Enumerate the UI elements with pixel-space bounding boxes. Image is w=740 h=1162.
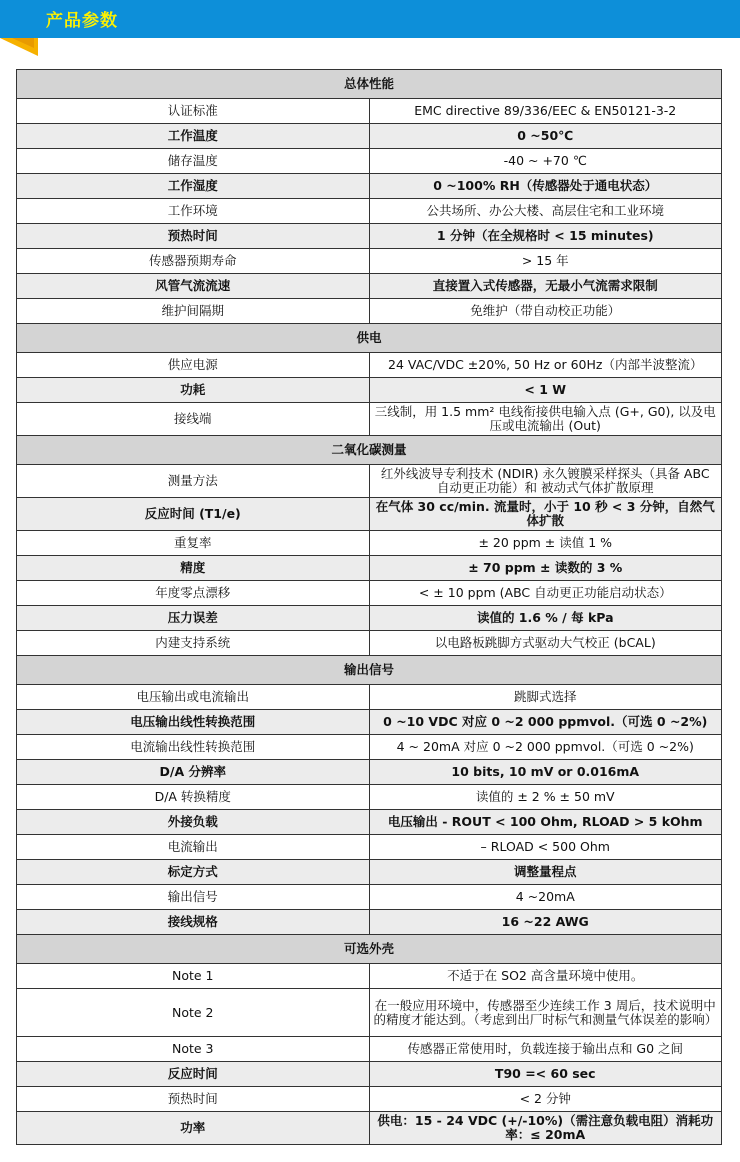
- table-row: [17, 1087, 722, 1112]
- table-row: [17, 124, 722, 149]
- table-row: [17, 760, 722, 785]
- table-row: [17, 785, 722, 810]
- spec-label: 接线规格: [17, 910, 370, 935]
- table-row: [17, 249, 722, 274]
- section-header: [17, 935, 722, 964]
- spec-value: 公共场所、办公大楼、高层住宅和工业环境: [369, 199, 722, 224]
- spec-label: 电压输出线性转换范围: [17, 710, 370, 735]
- table-row: [17, 465, 722, 498]
- spec-value: EMC directive 89/336/EEC & EN50121-3-2: [369, 99, 722, 124]
- spec-value: 免维护（带自动校正功能）: [369, 299, 722, 324]
- table-row: [17, 99, 722, 124]
- spec-value: 直接置入式传感器，无最小气流需求限制: [369, 274, 722, 299]
- spec-value: 以电路板跳脚方式驱动大气校正 (bCAL): [369, 631, 722, 656]
- table-row: [17, 199, 722, 224]
- spec-value: -40 ~ +70 ℃: [369, 149, 722, 174]
- spec-label: 反应时间: [17, 1062, 370, 1087]
- table-row: [17, 835, 722, 860]
- spec-label: 内建支持系统: [17, 631, 370, 656]
- section-header: [17, 436, 722, 465]
- section-header: [17, 70, 722, 99]
- spec-label: 压力误差: [17, 606, 370, 631]
- spec-label: 标定方式: [17, 860, 370, 885]
- table-row: [17, 1037, 722, 1062]
- spec-label: D/A 转换精度: [17, 785, 370, 810]
- spec-value: 红外线波导专利技术 (NDIR) 永久镀膜采样探头（具备 ABC 自动更正功能）和 被动式气体扩散原理: [369, 465, 722, 498]
- spec-value: 读值的 ± 2 % ± 50 mV: [369, 785, 722, 810]
- spec-value: 跳脚式选择: [369, 685, 722, 710]
- spec-value: 不适于在 SO2 高含量环境中使用。: [369, 964, 722, 989]
- spec-table: [16, 69, 722, 1145]
- table-row: [17, 403, 722, 436]
- section-title: 二氧化碳测量: [17, 436, 722, 465]
- spec-label: 维护间隔期: [17, 299, 370, 324]
- spec-value: 电压输出 - ROUT < 100 Ohm, RLOAD > 5 kOhm: [369, 810, 722, 835]
- table-row: [17, 224, 722, 249]
- spec-label: 功率: [17, 1112, 370, 1145]
- spec-value: 1 分钟（在全规格时 < 15 minutes): [369, 224, 722, 249]
- spec-value: 在一般应用环境中，传感器至少连续工作 3 周后，技术说明中的精度才能达到。（考虑到出厂时标气和测量气体误差的影响）: [369, 989, 722, 1037]
- spec-label: Note 3: [17, 1037, 370, 1062]
- spec-label: 输出信号: [17, 885, 370, 910]
- spec-label: 电压输出或电流输出: [17, 685, 370, 710]
- spec-label: 工作湿度: [17, 174, 370, 199]
- table-row: [17, 1062, 722, 1087]
- section-title: 总体性能: [17, 70, 722, 99]
- spec-value: 调整量程点: [369, 860, 722, 885]
- spec-label: 电流输出线性转换范围: [17, 735, 370, 760]
- table-row: [17, 964, 722, 989]
- spec-value: 供电：15 - 24 VDC (+/-10%)（需注意负载电阻）消耗功率：≤ 20mA: [369, 1112, 722, 1145]
- spec-value: T90 =< 60 sec: [369, 1062, 722, 1087]
- page-title: 产品参数: [46, 11, 118, 31]
- section-title: 输出信号: [17, 656, 722, 685]
- spec-label: 接线端: [17, 403, 370, 436]
- header-banner: [0, 0, 740, 38]
- spec-value: 0 ~50℃: [369, 124, 722, 149]
- spec-label: 反应时间 (T1/e): [17, 498, 370, 531]
- table-row: [17, 885, 722, 910]
- spec-value: < 2 分钟: [369, 1087, 722, 1112]
- section-title: 供电: [17, 324, 722, 353]
- spec-value: < ± 10 ppm (ABC 自动更正功能启动状态）: [369, 581, 722, 606]
- table-row: [17, 174, 722, 199]
- section-header: [17, 656, 722, 685]
- table-row: [17, 378, 722, 403]
- spec-label: Note 1: [17, 964, 370, 989]
- table-row: [17, 274, 722, 299]
- spec-value: 24 VAC/VDC ±20%, 50 Hz or 60Hz（内部半波整流）: [369, 353, 722, 378]
- spec-label: 重复率: [17, 531, 370, 556]
- table-row: [17, 860, 722, 885]
- table-row: [17, 685, 722, 710]
- spec-label: 测量方法: [17, 465, 370, 498]
- table-row: [17, 631, 722, 656]
- spec-label: 年度零点漂移: [17, 581, 370, 606]
- spec-label: 储存温度: [17, 149, 370, 174]
- spec-value: < 1 W: [369, 378, 722, 403]
- spec-value: 0 ~100% RH（传感器处于通电状态）: [369, 174, 722, 199]
- spec-value: – RLOAD < 500 Ohm: [369, 835, 722, 860]
- table-row: [17, 989, 722, 1037]
- spec-value: ± 70 ppm ± 读数的 3 %: [369, 556, 722, 581]
- spec-label: 供应电源: [17, 353, 370, 378]
- spec-label: 预热时间: [17, 1087, 370, 1112]
- spec-value: 0 ~10 VDC 对应 0 ~2 000 ppmvol.（可选 0 ~2%): [369, 710, 722, 735]
- spec-label: 功耗: [17, 378, 370, 403]
- spec-label: 工作温度: [17, 124, 370, 149]
- spec-label: 风管气流流速: [17, 274, 370, 299]
- table-row: [17, 556, 722, 581]
- table-row: [17, 735, 722, 760]
- table-row: [17, 353, 722, 378]
- table-row: [17, 710, 722, 735]
- spec-label: 认证标准: [17, 99, 370, 124]
- spec-label: 精度: [17, 556, 370, 581]
- spec-value: 10 bits, 10 mV or 0.016mA: [369, 760, 722, 785]
- table-row: [17, 606, 722, 631]
- spec-value: 读值的 1.6 % / 每 kPa: [369, 606, 722, 631]
- spec-value: 传感器正常使用时，负载连接于输出点和 G0 之间: [369, 1037, 722, 1062]
- table-row: [17, 581, 722, 606]
- banner-corner-shadow: [12, 38, 34, 48]
- table-row: [17, 531, 722, 556]
- table-row: [17, 498, 722, 531]
- spec-value: > 15 年: [369, 249, 722, 274]
- spec-value: 三线制，用 1.5 mm² 电线衔接供电输入点 (G+, G0), 以及电压或电流输出 (Out): [369, 403, 722, 436]
- spec-value: 在气体 30 cc/min. 流量时，小于 10 秒 < 3 分钟，自然气体扩散: [369, 498, 722, 531]
- spec-label: D/A 分辨率: [17, 760, 370, 785]
- spec-value: 4 ~20mA: [369, 885, 722, 910]
- section-header: [17, 324, 722, 353]
- spec-label: 预热时间: [17, 224, 370, 249]
- spec-label: 电流输出: [17, 835, 370, 860]
- spec-label: Note 2: [17, 989, 370, 1037]
- table-row: [17, 1112, 722, 1145]
- table-row: [17, 810, 722, 835]
- spec-label: 传感器预期寿命: [17, 249, 370, 274]
- spec-label: 外接负载: [17, 810, 370, 835]
- spec-value: 16 ~22 AWG: [369, 910, 722, 935]
- spec-value: ± 20 ppm ± 读值 1 %: [369, 531, 722, 556]
- table-row: [17, 910, 722, 935]
- table-row: [17, 299, 722, 324]
- section-title: 可选外壳: [17, 935, 722, 964]
- spec-value: 4 ~ 20mA 对应 0 ~2 000 ppmvol.（可选 0 ~2%): [369, 735, 722, 760]
- table-row: [17, 149, 722, 174]
- spec-label: 工作环境: [17, 199, 370, 224]
